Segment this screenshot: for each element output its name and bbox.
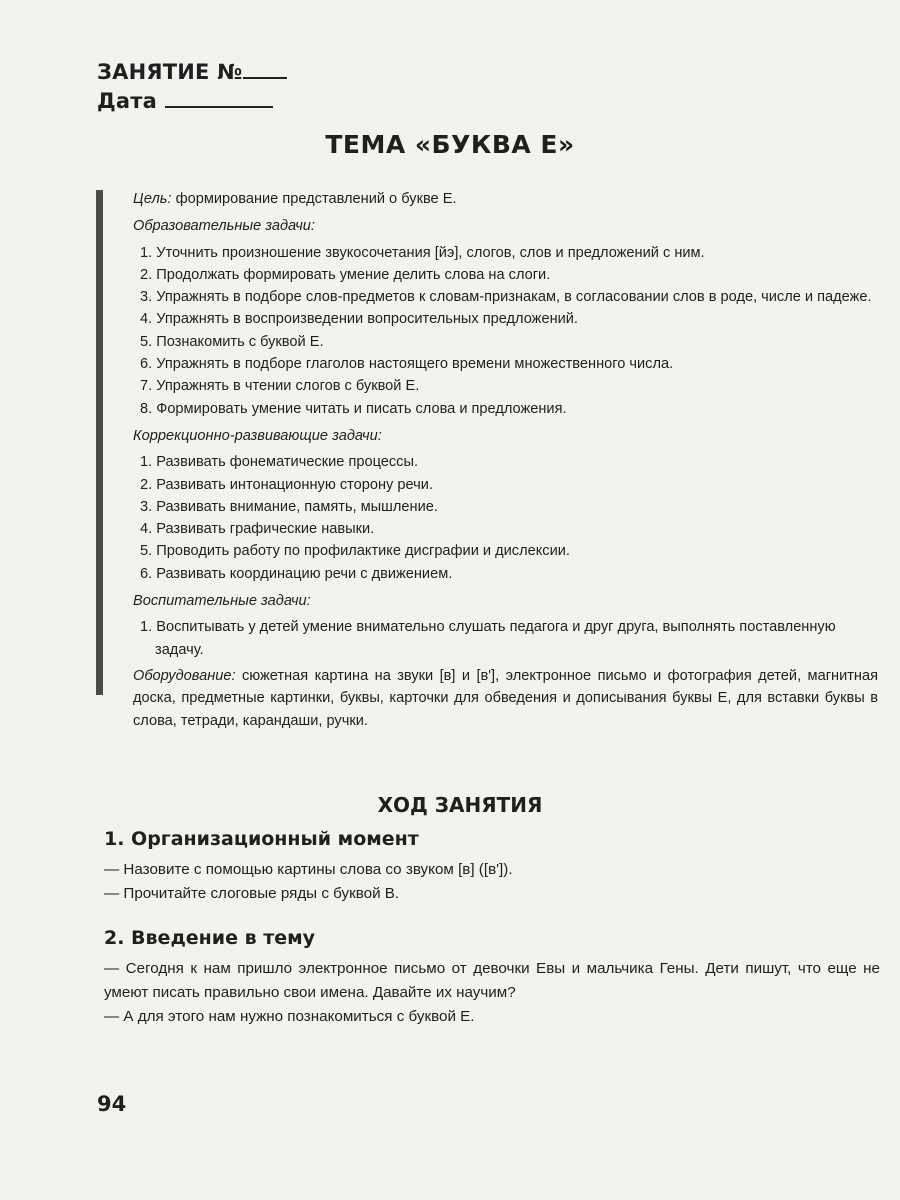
list-item: 6. Упражнять в подборе глаголов настоящего времени множественного числа. <box>140 356 674 373</box>
list-item: 7. Упражнять в чтении слогов с буквой Е. <box>140 378 420 395</box>
corrective-tasks-heading: Коррекционно-развивающие задачи: <box>133 427 382 444</box>
list-item: 6. Развивать координацию речи с движением. <box>140 565 453 582</box>
list-item: 4. Упражнять в воспроизведении вопросительных предложений. <box>140 311 578 328</box>
corrective-tasks-list <box>133 451 878 585</box>
goals-block <box>133 188 878 732</box>
equipment-text: сюжетная картина на звуки [в] и [в'], электронное письмо и фотография детей, магнитная доска, предметные картинки, буквы, карточки для обведения и дописывания буквы Е, для вставки буквы в слова, тетради, карандаши, ручки. <box>133 667 878 729</box>
date-blank <box>165 105 273 108</box>
lesson-number-blank <box>243 76 287 79</box>
equipment-label: Оборудование: <box>133 667 236 684</box>
list-item: 5. Познакомить с буквой Е. <box>140 333 324 350</box>
section-line: — Прочитайте слоговые ряды с буквой В. <box>104 885 400 902</box>
section-title: 2. Введение в тему <box>104 927 316 949</box>
list-item: 8. Формировать умение читать и писать слова и предложения. <box>140 400 567 417</box>
list-item: 4. Развивать графические навыки. <box>140 521 375 538</box>
list-item: 1. Развивать фонематические процессы. <box>140 454 419 471</box>
lesson-number-label: ЗАНЯТИЕ № <box>97 60 243 84</box>
list-item: 2. Развивать интонационную сторону речи. <box>140 476 433 493</box>
lesson-progress-title: ХОД ЗАНЯТИЯ <box>377 793 543 817</box>
equipment-paragraph <box>133 665 878 732</box>
date-line <box>97 87 287 116</box>
list-item: 3. Развивать внимание, память, мышление. <box>140 498 438 515</box>
lesson-header <box>97 58 287 116</box>
section-title: 1. Организационный момент <box>104 828 419 850</box>
goal-line <box>133 188 878 210</box>
list-item: 5. Проводить работу по профилактике дисграфии и дислексии. <box>140 543 570 560</box>
date-label: Дата <box>97 89 158 113</box>
section-line: — А для этого нам нужно познакомиться с буквой Е. <box>104 1008 475 1025</box>
goal-label: Цель: <box>133 191 172 207</box>
upbringing-tasks-list <box>133 616 878 661</box>
section-organizational <box>104 826 880 906</box>
upbringing-tasks-heading: Воспитательные задачи: <box>133 593 311 610</box>
list-item: 2. Продолжать формировать умение делить слова на слоги. <box>140 266 551 283</box>
section-introduction <box>104 925 880 1029</box>
page-number: 94 <box>97 1092 127 1116</box>
list-item: 3. Упражнять в подборе слов-предметов к словам-признакам, в согласовании слов в роде, числе и падеже. <box>140 289 872 306</box>
list-item: 1. Уточнить произношение звукосочетания [йэ], слогов, слов и предложений с ним. <box>140 244 705 261</box>
goal-text: формирование представлений о букве Е. <box>171 191 457 207</box>
section-line: — Назовите с помощью картины слова со звуком [в] ([в']). <box>104 861 513 878</box>
educational-tasks-heading: Образовательные задачи: <box>133 218 315 235</box>
goals-side-bar <box>96 190 103 695</box>
educational-tasks-list <box>133 242 878 420</box>
lesson-number-line <box>97 58 287 87</box>
lesson-topic-title: ТЕМА «БУКВА Е» <box>325 130 575 159</box>
list-item: 1. Воспитывать у детей умение внимательно слушать педагога и друг друга, выполнять поставленную задачу. <box>140 619 836 658</box>
section-line: — Сегодня к нам пришло электронное письмо от девочки Евы и мальчика Гены. Дети пишут, что еще не умеют писать правильно свои имена. Давайте их научим? <box>104 960 880 1001</box>
